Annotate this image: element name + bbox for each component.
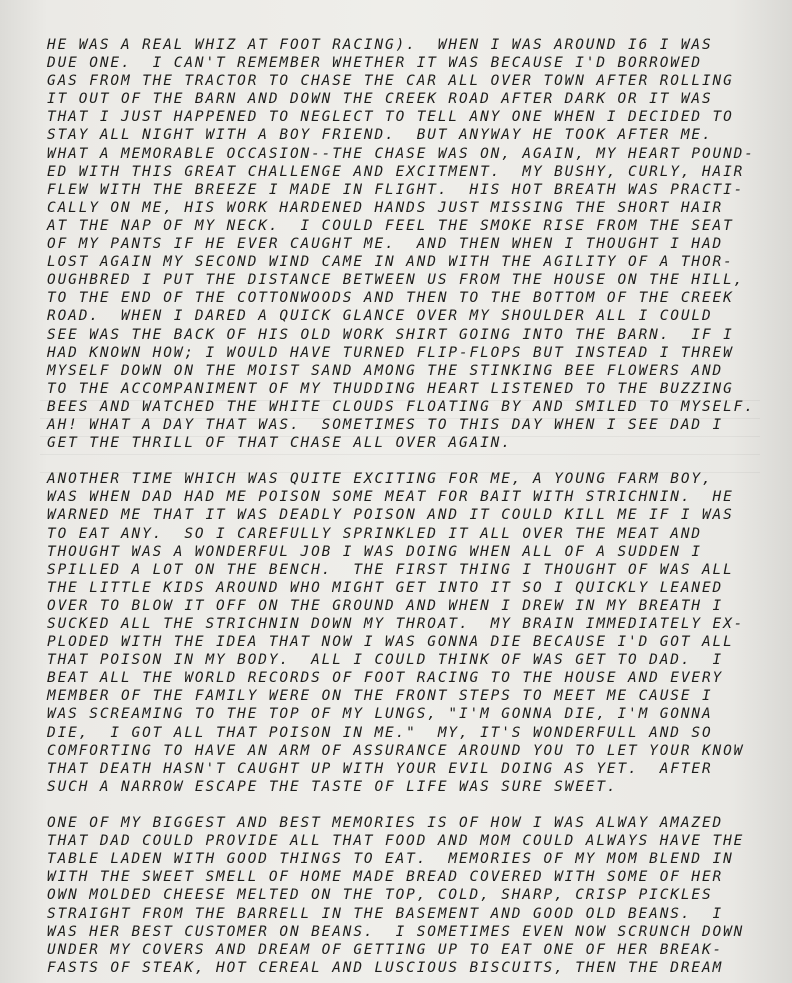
text-line: SEE WAS THE BACK OF HIS OLD WORK SHIRT GOING INTO THE BARN. IF I <box>47 326 734 343</box>
text-line: ED WITH THIS GREAT CHALLENGE AND EXCITMENT. MY BUSHY, CURLY, HAIR <box>47 163 745 180</box>
text-line: THAT DAD COULD PROVIDE ALL THAT FOOD AND MOM COULD ALWAYS HAVE THE <box>47 833 745 850</box>
text-line: WAS SCREAMING TO THE TOP OF MY LUNGS, "I'M GONNA DIE, I'M GONNA <box>47 706 713 723</box>
text-line: GAS FROM THE TRACTOR TO CHASE THE CAR ALL OVER TOWN AFTER ROLLING <box>47 73 734 90</box>
text-line: AT THE NAP OF MY NECK. I COULD FEEL THE SMOKE RISE FROM THE SEAT <box>47 217 734 234</box>
text-line: ANOTHER TIME WHICH WAS QUITE EXCITING FOR ME, A YOUNG FARM BOY, <box>47 471 713 488</box>
text-line: AH! WHAT A DAY THAT WAS. SOMETIMES TO THIS DAY WHEN I SEE DAD I <box>47 416 724 433</box>
text-line: THAT I JUST HAPPENED TO NEGLECT TO TELL ANY ONE WHEN I DECIDED TO <box>47 109 734 126</box>
text-line: MYSELF DOWN ON THE MOIST SAND AMONG THE STINKING BEE FLOWERS AND <box>47 362 724 379</box>
text-line: WAS WHEN DAD HAD ME POISON SOME MEAT FOR BAIT WITH STRICHNIN. HE <box>47 489 734 506</box>
text-line: LOST AGAIN MY SECOND WIND CAME IN AND WITH THE AGILITY OF A THOR- <box>47 254 734 271</box>
text-line: IT OUT OF THE BARN AND DOWN THE CREEK ROAD AFTER DARK OR IT WAS <box>47 91 713 108</box>
text-line: THAT POISON IN MY BODY. ALL I COULD THINK OF WAS GET TO DAD. I <box>47 652 724 669</box>
text-line: TO THE ACCOMPANIMENT OF MY THUDDING HEART LISTENED TO THE BUZZING <box>47 380 734 397</box>
text-line: BEES AND WATCHED THE WHITE CLOUDS FLOATING BY AND SMILED TO MYSELF. <box>47 398 755 415</box>
text-line: WHAT A MEMORABLE OCCASION--THE CHASE WAS ON, AGAIN, MY HEART POUND- <box>47 145 755 162</box>
text-line: TABLE LADEN WITH GOOD THINGS TO EAT. MEMORIES OF MY MOM BLEND IN <box>47 851 734 868</box>
text-line: ROAD. WHEN I DARED A QUICK GLANCE OVER MY SHOULDER ALL I COULD <box>47 308 713 325</box>
text-line: DUE ONE. I CAN'T REMEMBER WHETHER IT WAS BECAUSE I'D BORROWED <box>47 55 702 72</box>
text-line: THAT DEATH HASN'T CAUGHT UP WITH YOUR EVIL DOING AS YET. AFTER <box>47 760 713 777</box>
text-line: ONE OF MY BIGGEST AND BEST MEMORIES IS OF HOW I WAS ALWAY AMAZED <box>47 815 724 832</box>
text-line: WAS HER BEST CUSTOMER ON BEANS. I SOMETIMES EVEN NOW SCRUNCH DOWN <box>47 923 745 940</box>
text-line: WITH THE SWEET SMELL OF HOME MADE BREAD COVERED WITH SOME OF HER <box>47 869 724 886</box>
text-line: THE LITTLE KIDS AROUND WHO MIGHT GET INTO IT SO I QUICKLY LEANED <box>47 579 724 596</box>
text-line: WARNED ME THAT IT WAS DEADLY POISON AND IT COULD KILL ME IF I WAS <box>47 507 734 524</box>
text-line: TO EAT ANY. SO I CAREFULLY SPRINKLED IT ALL OVER THE MEAT AND <box>47 525 702 542</box>
text-line: STAY ALL NIGHT WITH A BOY FRIEND. BUT ANYWAY HE TOOK AFTER ME. <box>47 127 713 144</box>
text-line: FLEW WITH THE BREEZE I MADE IN FLIGHT. HIS HOT BREATH WAS PRACTI- <box>47 181 745 198</box>
text-line: MEMBER OF THE FAMILY WERE ON THE FRONT STEPS TO MEET ME CAUSE I <box>47 688 713 705</box>
paragraph-gap <box>47 452 777 470</box>
text-line: OUGHBRED I PUT THE DISTANCE BETWEEN US FROM THE HOUSE ON THE HILL, <box>47 272 745 289</box>
paragraph-gap <box>47 796 777 814</box>
paragraph <box>47 36 777 452</box>
text-line: OF MY PANTS IF HE EVER CAUGHT ME. AND THEN WHEN I THOUGHT I HAD <box>47 236 724 253</box>
text-line: FASTS OF STEAK, HOT CEREAL AND LUSCIOUS BISCUITS, THEN THE DREAM <box>47 959 724 976</box>
text-line: GET THE THRILL OF THAT CHASE ALL OVER AGAIN. <box>47 435 512 452</box>
text-line: CALLY ON ME, HIS WORK HARDENED HANDS JUST MISSING THE SHORT HAIR <box>47 199 724 216</box>
text-line: STRAIGHT FROM THE BARRELL IN THE BASEMENT AND GOOD OLD BEANS. I <box>47 905 724 922</box>
text-line: BEAT ALL THE WORLD RECORDS OF FOOT RACING TO THE HOUSE AND EVERY <box>47 670 724 687</box>
paragraph <box>47 814 777 977</box>
paragraph <box>47 470 777 796</box>
text-line: COMFORTING TO HAVE AN ARM OF ASSURANCE AROUND YOU TO LET YOUR KNOW <box>47 742 745 759</box>
text-line: THOUGHT WAS A WONDERFUL JOB I WAS DOING WHEN ALL OF A SUDDEN I <box>47 543 702 560</box>
text-line: TO THE END OF THE COTTONWOODS AND THEN TO THE BOTTOM OF THE CREEK <box>47 290 734 307</box>
text-line: HE WAS A REAL WHIZ AT FOOT RACING). WHEN I WAS AROUND I6 I WAS <box>47 37 713 53</box>
text-line: OVER TO BLOW IT OFF ON THE GROUND AND WHEN I DREW IN MY BREATH I <box>47 597 724 614</box>
text-line: OWN MOLDED CHEESE MELTED ON THE TOP, COLD, SHARP, CRISP PICKLES <box>47 887 713 904</box>
text-line: PLODED WITH THE IDEA THAT NOW I WAS GONNA DIE BECAUSE I'D GOT ALL <box>47 634 734 651</box>
document-body <box>47 36 777 977</box>
text-line: SUCKED ALL THE STRICHNIN DOWN MY THROAT. MY BRAIN IMMEDIATELY EX- <box>47 616 745 632</box>
text-line: DIE, I GOT ALL THAT POISON IN ME." MY, IT'S WONDERFULL AND SO <box>47 724 713 741</box>
text-line: SPILLED A LOT ON THE BENCH. THE FIRST THING I THOUGHT OF WAS ALL <box>47 561 734 578</box>
text-line: UNDER MY COVERS AND DREAM OF GETTING UP TO EAT ONE OF HER BREAK- <box>47 941 724 958</box>
text-line: SUCH A NARROW ESCAPE THE TASTE OF LIFE WAS SURE SWEET. <box>47 778 618 795</box>
text-line: HAD KNOWN HOW; I WOULD HAVE TURNED FLIP-FLOPS BUT INSTEAD I THREW <box>47 344 734 361</box>
